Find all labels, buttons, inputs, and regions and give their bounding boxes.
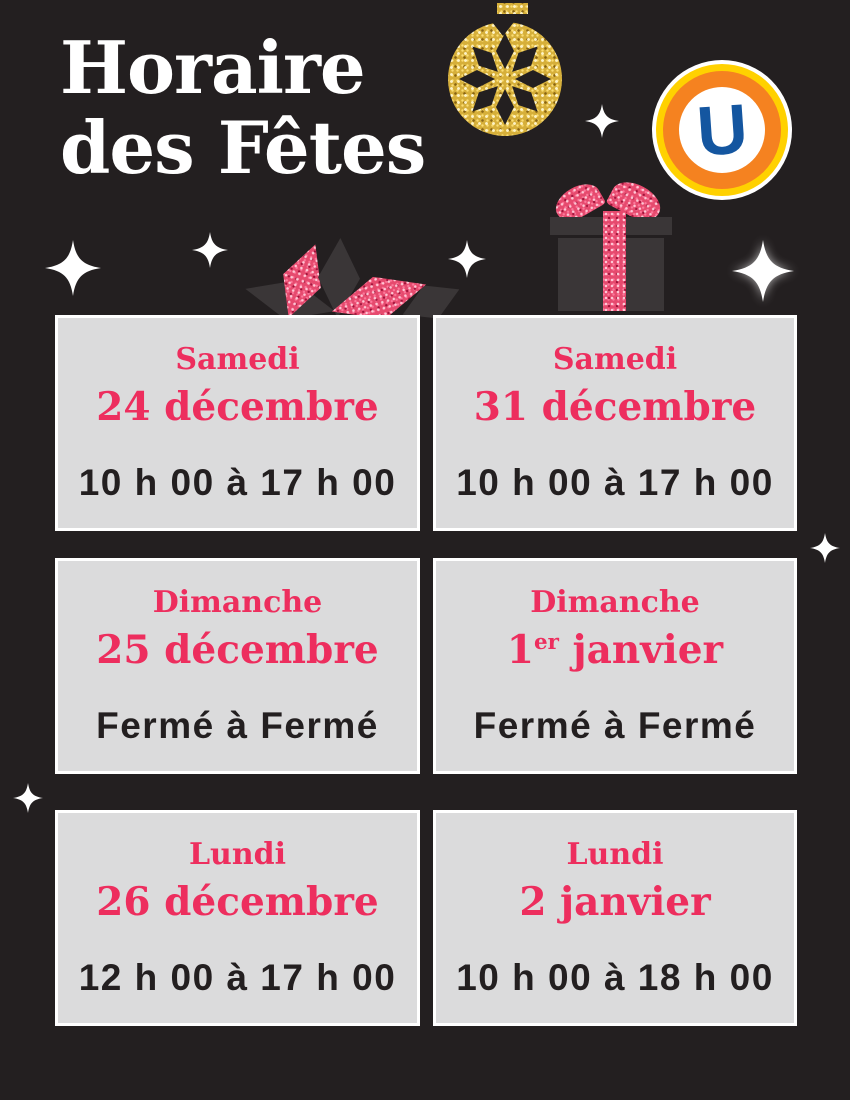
schedule-card <box>433 315 797 531</box>
card-hours-label: 10 h 00 à 17 h 00 <box>456 462 774 503</box>
card-date-text: 25 décembre <box>96 627 379 673</box>
card-day-label: Samedi <box>175 342 300 377</box>
store-logo <box>652 60 792 200</box>
schedule-card <box>55 810 420 1026</box>
card-day-label: Dimanche <box>152 585 323 620</box>
card-hours-label: Fermé à Fermé <box>473 705 757 746</box>
card-hours-label: Fermé à Fermé <box>96 705 379 746</box>
sparkle-icon <box>45 240 101 296</box>
schedule-card <box>433 810 797 1026</box>
card-hours-label: 12 h 00 à 17 h 00 <box>78 957 397 998</box>
logo-letter: U <box>694 89 750 171</box>
card-day-label: Samedi <box>552 342 678 377</box>
card-date-text: 24 décembre <box>96 384 379 430</box>
card-hours-label: 10 h 00 à 17 h 00 <box>78 462 397 503</box>
sparkle-icon <box>448 240 486 278</box>
card-date-label <box>58 621 417 672</box>
schedule-card <box>55 315 420 531</box>
ornament-topper-icon <box>497 3 528 14</box>
poster-title <box>60 25 426 190</box>
card-date-text: 26 décembre <box>96 879 379 925</box>
sparkle-icon <box>192 232 228 268</box>
poster-title-line1: Horaire <box>60 25 365 110</box>
sparkle-icon <box>585 104 619 138</box>
ornament-bauble-icon <box>446 0 566 140</box>
card-date-label <box>436 378 794 429</box>
poster-title-line2: des Fêtes <box>60 105 426 190</box>
sparkle-icon <box>810 533 840 563</box>
poinsettia-icon <box>248 236 453 316</box>
gift-box-icon <box>550 183 676 311</box>
card-day-label: Lundi <box>188 837 287 872</box>
card-date-rest: janvier <box>558 627 724 673</box>
card-date-text: 2 janvier <box>519 879 711 925</box>
schedule-card <box>433 558 797 774</box>
logo-inner-circle <box>679 87 765 173</box>
card-date-label <box>58 873 417 924</box>
gift-ribbon <box>603 211 626 311</box>
snowflake-icon <box>455 29 555 129</box>
card-date-text: 31 décembre <box>473 384 757 430</box>
card-date-label <box>436 621 794 672</box>
card-day-label: Dimanche <box>530 585 700 620</box>
sparkle-icon <box>13 783 43 813</box>
card-date-label <box>436 873 794 924</box>
card-date-sup: er <box>534 630 559 655</box>
ornament-ball-icon <box>448 22 562 136</box>
card-day-label: Lundi <box>566 837 664 872</box>
card-hours-label: 10 h 00 à 18 h 00 <box>456 957 774 998</box>
card-date-label <box>58 378 417 429</box>
sparkle-icon <box>732 240 794 302</box>
schedule-card <box>55 558 420 774</box>
card-date-text: 1 <box>506 627 535 673</box>
